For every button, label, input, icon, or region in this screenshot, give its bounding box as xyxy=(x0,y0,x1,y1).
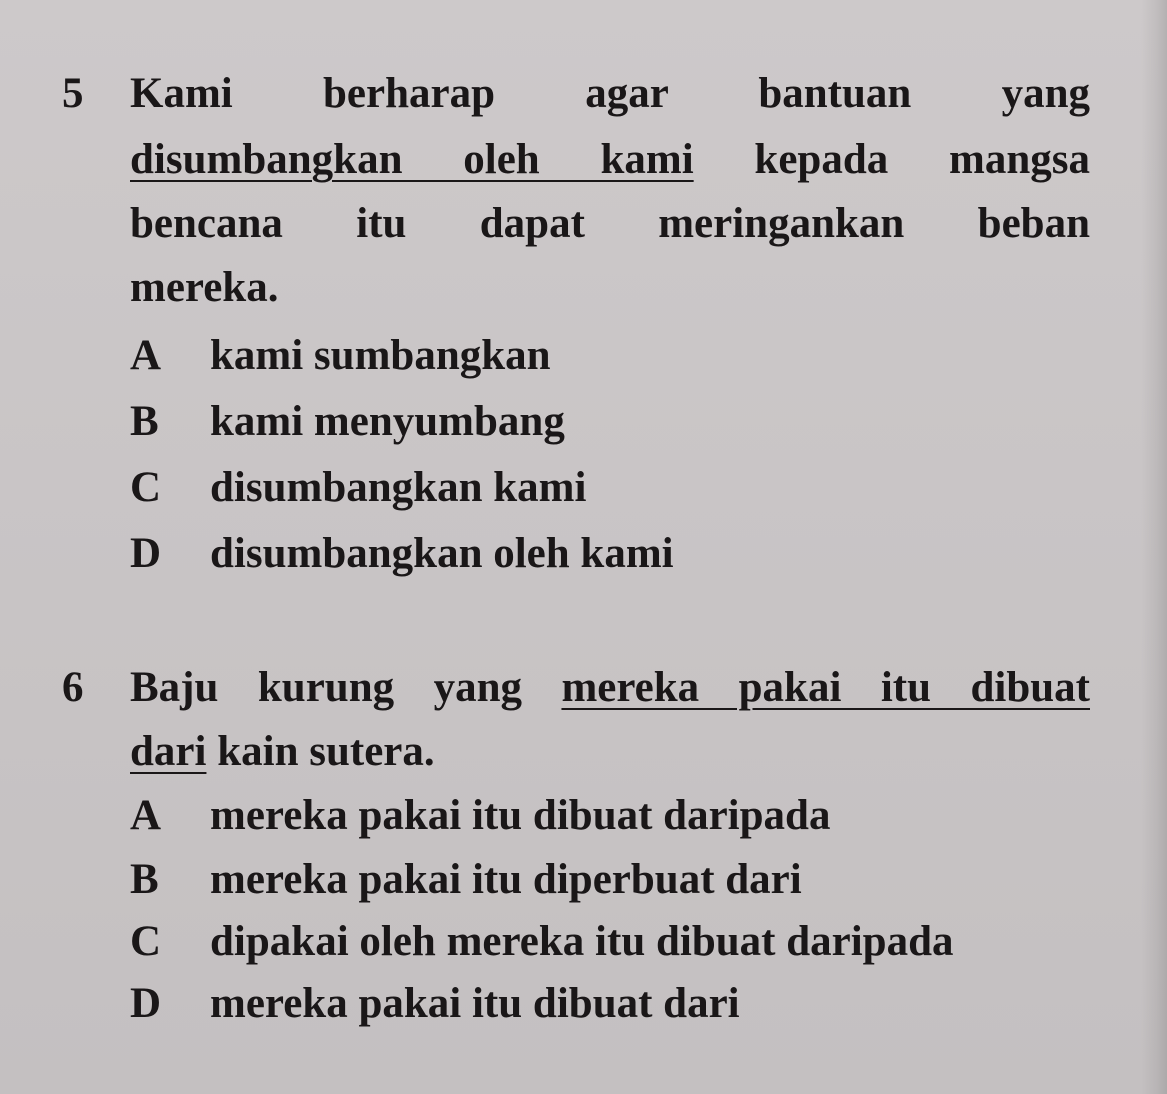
option-a[interactable] xyxy=(130,794,830,837)
option-text: mereka pakai itu diperbuat dari xyxy=(210,856,802,903)
option-b[interactable] xyxy=(130,400,565,443)
question-number: 6 xyxy=(62,664,84,711)
question-stem-line: Kami berharap agar bantuan yang xyxy=(130,70,1090,117)
option-letter: D xyxy=(130,530,162,577)
stem-text: kepada mangsa xyxy=(693,136,1090,183)
option-a[interactable] xyxy=(130,334,551,377)
option-letter: B xyxy=(130,856,159,903)
option-letter: A xyxy=(130,792,162,839)
option-c[interactable] xyxy=(130,920,954,963)
option-text: mereka pakai itu dibuat dari xyxy=(210,980,740,1027)
stem-text: kain sutera. xyxy=(206,728,435,775)
option-text: kami menyumbang xyxy=(210,398,565,445)
option-letter: C xyxy=(130,918,162,965)
option-letter: B xyxy=(130,398,159,445)
underlined-phrase: disumbangkan oleh kami xyxy=(130,136,694,183)
option-letter: D xyxy=(130,980,162,1027)
option-d[interactable] xyxy=(130,532,674,575)
stem-text: Baju kurung yang xyxy=(130,664,562,711)
question-number: 5 xyxy=(62,70,84,117)
question-stem-line xyxy=(130,730,435,773)
option-text: kami sumbangkan xyxy=(210,332,551,379)
underlined-phrase: mereka pakai itu dibuat xyxy=(561,664,1090,711)
option-text: disumbangkan oleh kami xyxy=(210,530,674,577)
question-stem-line xyxy=(130,666,1090,709)
option-b[interactable] xyxy=(130,858,802,901)
option-d[interactable] xyxy=(130,982,740,1025)
underlined-phrase: dari xyxy=(130,728,207,775)
option-text: disumbangkan kami xyxy=(210,464,587,511)
option-letter: A xyxy=(130,332,162,379)
option-text: dipakai oleh mereka itu dibuat daripada xyxy=(210,918,954,965)
page-edge-shadow xyxy=(1141,0,1167,1094)
option-text: mereka pakai itu dibuat daripada xyxy=(210,792,831,839)
question-stem-line xyxy=(130,138,1090,181)
question-stem-line: mereka. xyxy=(130,264,279,311)
question-stem-line: bencana itu dapat meringankan beban xyxy=(130,200,1090,247)
option-c[interactable] xyxy=(130,466,586,509)
option-letter: C xyxy=(130,464,162,511)
